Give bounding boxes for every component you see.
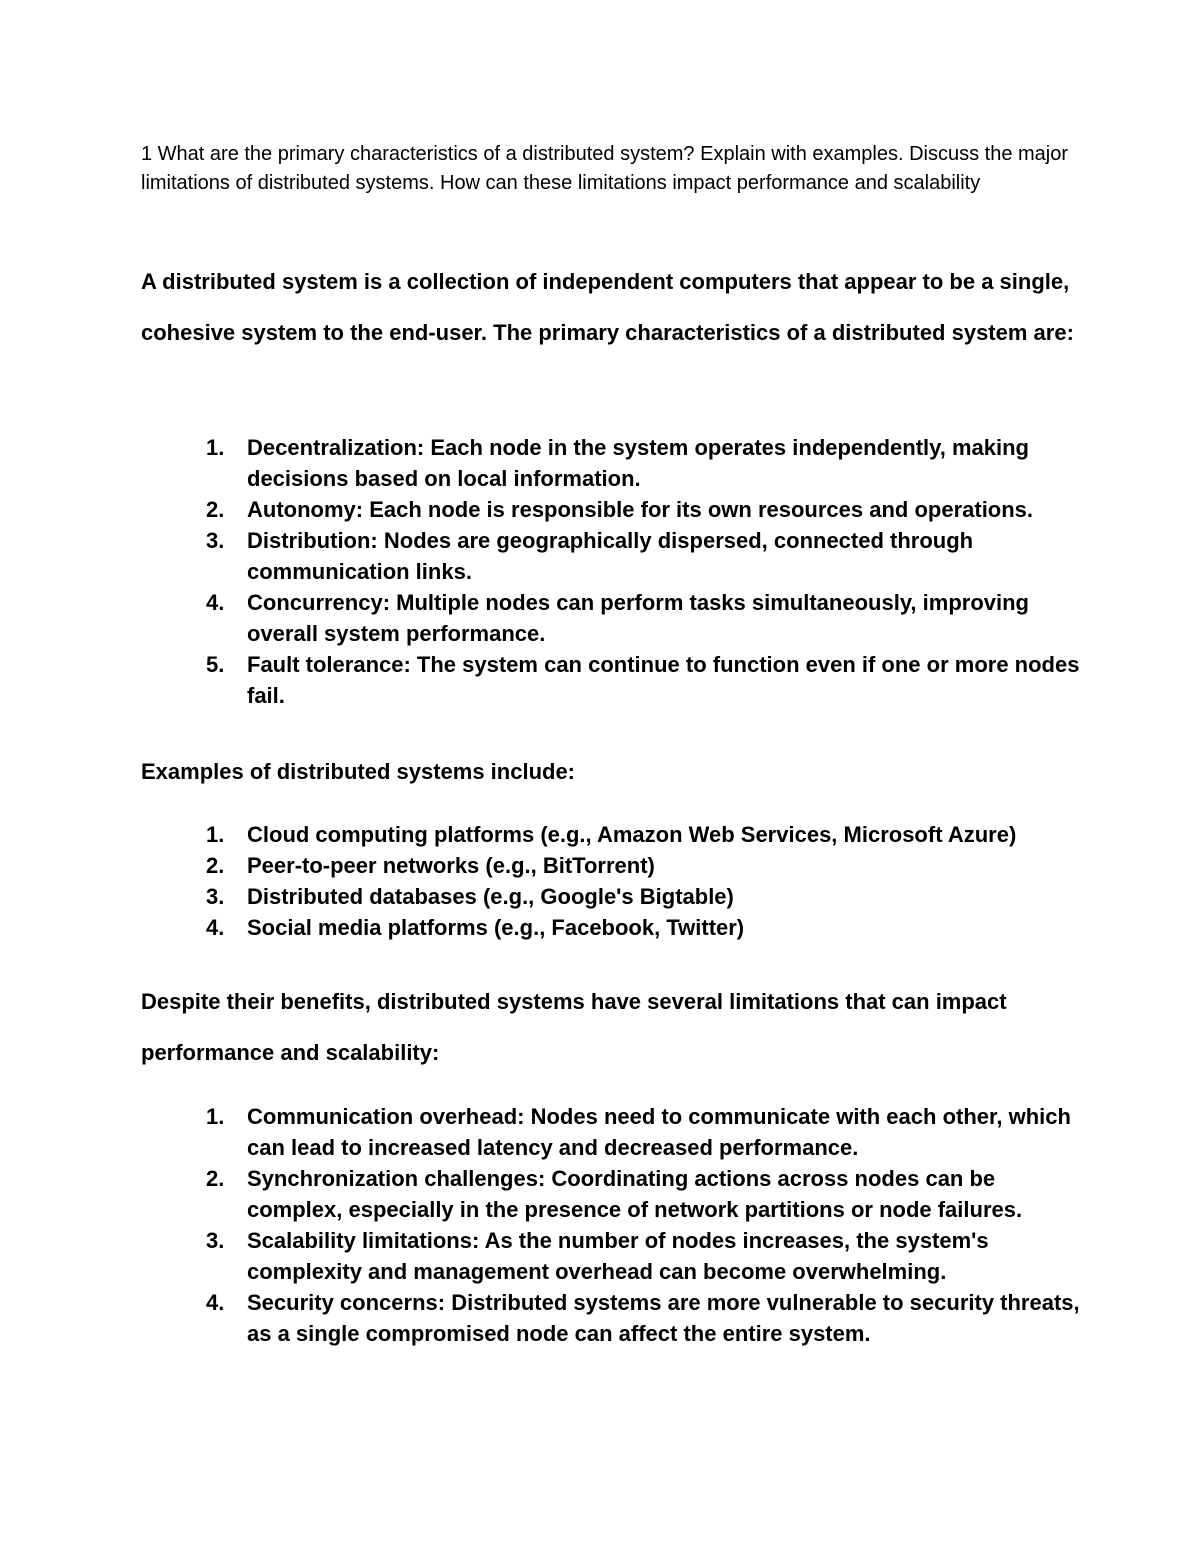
list-item <box>206 819 1086 850</box>
list-item <box>206 494 1086 525</box>
list-item-text: Social media platforms (e.g., Facebook, Twitter) <box>247 915 745 940</box>
list-number: 2. <box>206 1166 225 1191</box>
list-item <box>206 525 1086 587</box>
list-item-text: Distributed databases (e.g., Google's Bigtable) <box>247 884 734 909</box>
list-item-text: Peer-to-peer networks (e.g., BitTorrent) <box>247 853 655 878</box>
list-item-text: Communication overhead: Nodes need to communicate with each other, which can lead to increased latency and decreased performance. <box>247 1104 1071 1160</box>
list-number: 1. <box>206 1104 225 1129</box>
list-item-text: Fault tolerance: The system can continue to function even if one or more nodes fail. <box>247 652 1080 708</box>
limitations-paragraph: Despite their benefits, distributed systems have several limitations that can impact performance and scalability: <box>141 989 1007 1065</box>
list-number: 4. <box>206 1290 225 1315</box>
intro-paragraph: A distributed system is a collection of independent computers that appear to be a single, cohesive system to the end-user. The primary characteristics of a distributed system are: <box>141 269 1074 345</box>
list-item-text: Cloud computing platforms (e.g., Amazon Web Services, Microsoft Azure) <box>247 822 1017 847</box>
list-item <box>206 1225 1086 1287</box>
list-item <box>206 1287 1086 1349</box>
list-number: 4. <box>206 915 225 940</box>
list-item <box>206 432 1086 494</box>
list-item <box>206 649 1086 711</box>
list-number: 3. <box>206 884 225 909</box>
list-number: 3. <box>206 1228 225 1253</box>
list-item <box>206 881 1086 912</box>
list-number: 1. <box>206 435 225 460</box>
list-item-text: Security concerns: Distributed systems are more vulnerable to security threats, as a single compromised node can affect the entire system. <box>247 1290 1080 1346</box>
examples-heading: Examples of distributed systems include: <box>141 759 576 784</box>
list-number: 1. <box>206 822 225 847</box>
list-item <box>206 912 1086 943</box>
list-number: 3. <box>206 528 225 553</box>
question-text: 1 What are the primary characteristics of a distributed system? Explain with examples. Discuss the major limitations of distributed systems. How can these limitations impact performance and scalability <box>141 143 1069 194</box>
limitations-list <box>206 1101 1086 1349</box>
list-number: 2. <box>206 497 225 522</box>
list-item <box>206 850 1086 881</box>
list-item-text: Autonomy: Each node is responsible for its own resources and operations. <box>247 497 1034 522</box>
list-item-text: Scalability limitations: As the number of nodes increases, the system's complexity and management overhead can become overwhelming. <box>247 1228 989 1284</box>
list-number: 2. <box>206 853 225 878</box>
list-number: 4. <box>206 590 225 615</box>
list-item <box>206 1163 1086 1225</box>
list-item-text: Decentralization: Each node in the system operates independently, making decisions based on local information. <box>247 435 1029 491</box>
characteristics-list <box>206 432 1086 711</box>
list-item-text: Concurrency: Multiple nodes can perform tasks simultaneously, improving overall system performance. <box>247 590 1029 646</box>
examples-list <box>206 819 1086 943</box>
list-item-text: Synchronization challenges: Coordinating actions across nodes can be complex, especially in the presence of network partitions or node failures. <box>247 1166 1023 1222</box>
list-item <box>206 1101 1086 1163</box>
list-item-text: Distribution: Nodes are geographically dispersed, connected through communication links. <box>247 528 974 584</box>
list-item <box>206 587 1086 649</box>
list-number: 5. <box>206 652 225 677</box>
